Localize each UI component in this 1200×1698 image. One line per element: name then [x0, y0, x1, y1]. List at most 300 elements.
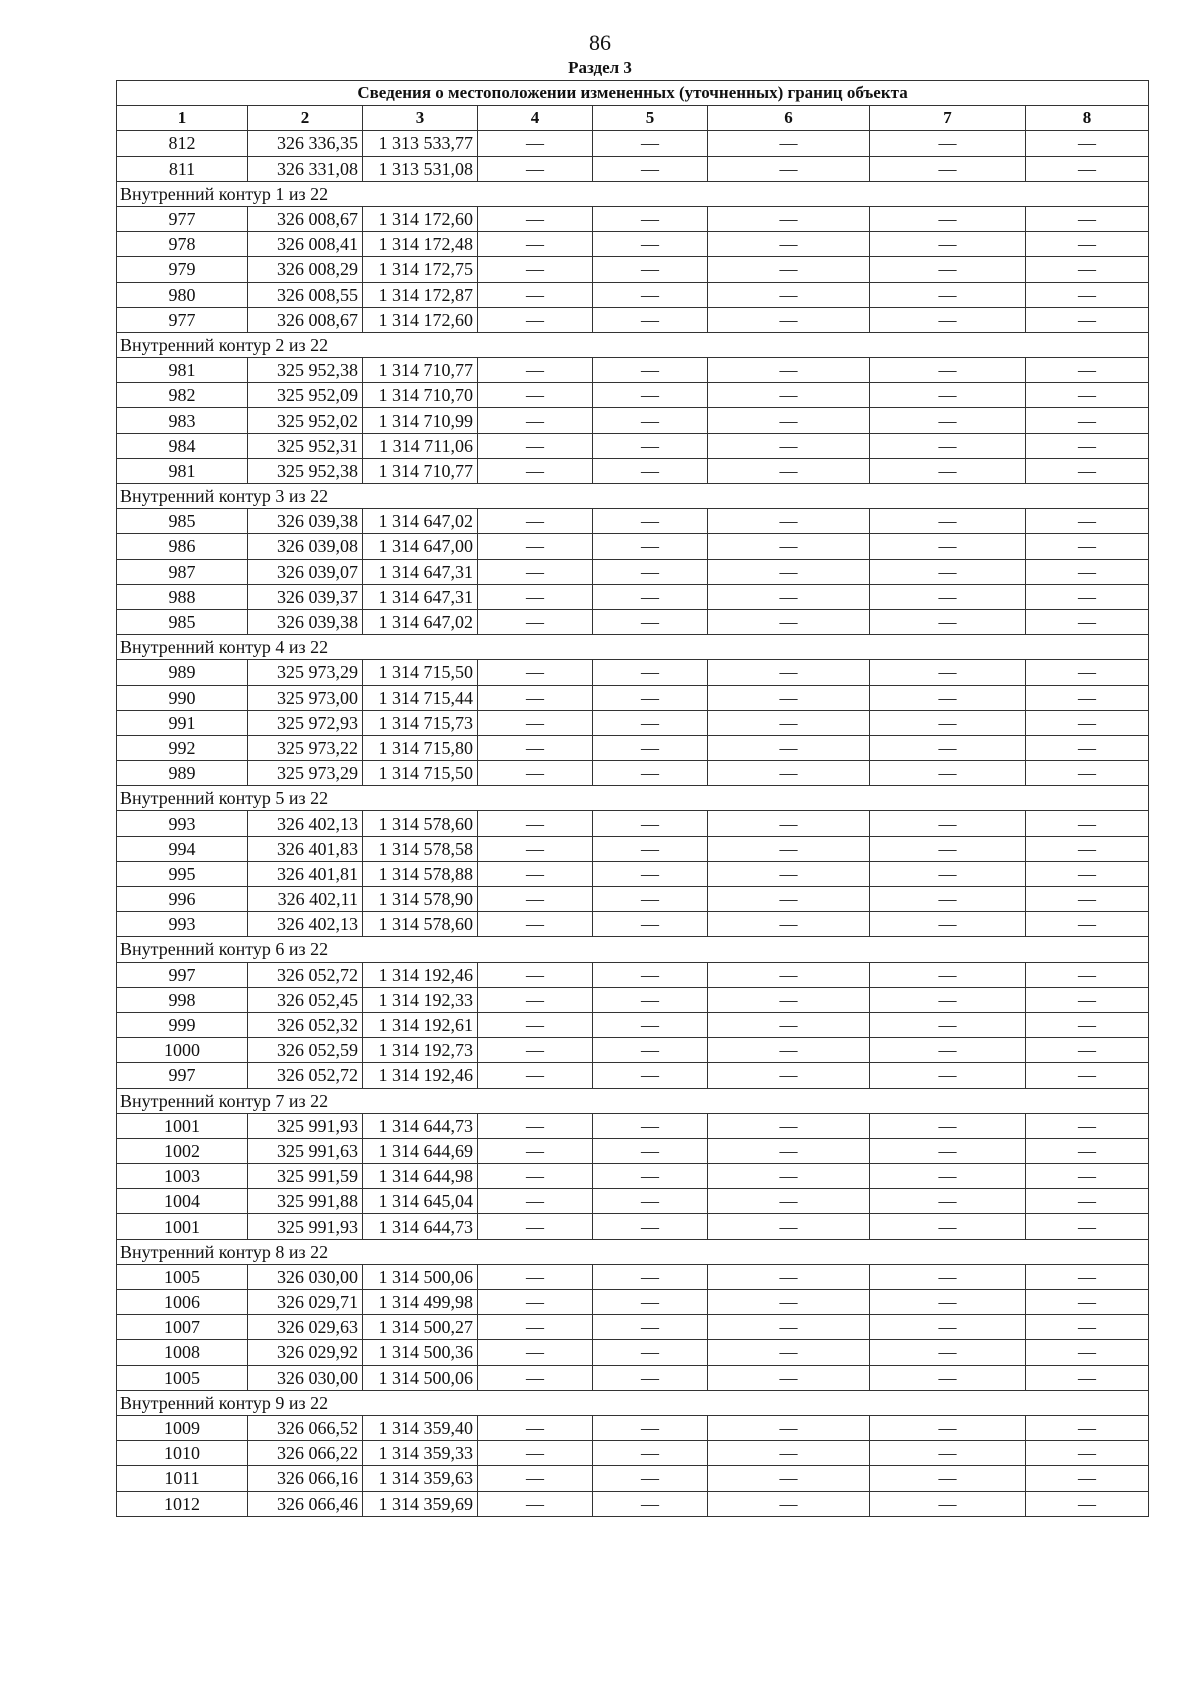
- point-number-cell: 985: [117, 509, 248, 534]
- empty-value-cell-col6: —: [708, 1012, 870, 1037]
- empty-value-cell-col8: —: [1026, 1012, 1149, 1037]
- empty-value-cell-col7: —: [870, 1290, 1026, 1315]
- y-coordinate-cell: 1 314 645,04: [363, 1189, 478, 1214]
- x-coordinate-cell: 326 066,52: [248, 1415, 363, 1440]
- empty-value-cell-col7: —: [870, 433, 1026, 458]
- point-number-cell: 1004: [117, 1189, 248, 1214]
- table-row: [117, 1340, 1149, 1365]
- point-number-cell: 977: [117, 206, 248, 231]
- point-number-cell: 986: [117, 534, 248, 559]
- empty-value-cell-col7: —: [870, 1113, 1026, 1138]
- empty-value-cell-col4: —: [478, 660, 593, 685]
- x-coordinate-cell: 325 991,59: [248, 1164, 363, 1189]
- empty-value-cell-col8: —: [1026, 156, 1149, 181]
- point-number-cell: 995: [117, 861, 248, 886]
- empty-value-cell-col8: —: [1026, 861, 1149, 886]
- y-coordinate-cell: 1 314 710,99: [363, 408, 478, 433]
- table-row: [117, 685, 1149, 710]
- empty-value-cell-col4: —: [478, 811, 593, 836]
- page-number: 86: [589, 30, 611, 55]
- empty-value-cell-col5: —: [593, 307, 708, 332]
- table-row: [117, 282, 1149, 307]
- y-coordinate-cell: 1 314 192,61: [363, 1012, 478, 1037]
- x-coordinate-cell: 326 030,00: [248, 1365, 363, 1390]
- empty-value-cell-col7: —: [870, 609, 1026, 634]
- empty-value-cell-col4: —: [478, 509, 593, 534]
- contour-header-row: [117, 937, 1149, 962]
- empty-value-cell-col7: —: [870, 408, 1026, 433]
- y-coordinate-cell: 1 314 647,31: [363, 559, 478, 584]
- empty-value-cell-col5: —: [593, 987, 708, 1012]
- empty-value-cell-col7: —: [870, 685, 1026, 710]
- contour-label: Внутренний контур 7 из 22: [117, 1088, 1149, 1113]
- empty-value-cell-col7: —: [870, 383, 1026, 408]
- x-coordinate-cell: 326 066,22: [248, 1441, 363, 1466]
- x-coordinate-cell: 326 008,55: [248, 282, 363, 307]
- column-number-row: [117, 106, 1149, 131]
- empty-value-cell-col8: —: [1026, 1415, 1149, 1440]
- x-coordinate-cell: 326 066,16: [248, 1466, 363, 1491]
- y-coordinate-cell: 1 314 647,31: [363, 584, 478, 609]
- empty-value-cell-col8: —: [1026, 458, 1149, 483]
- empty-value-cell-col5: —: [593, 282, 708, 307]
- point-number-cell: 979: [117, 257, 248, 282]
- empty-value-cell-col4: —: [478, 156, 593, 181]
- x-coordinate-cell: 326 052,72: [248, 1063, 363, 1088]
- empty-value-cell-col6: —: [708, 1063, 870, 1088]
- table-row: [117, 609, 1149, 634]
- empty-value-cell-col7: —: [870, 1214, 1026, 1239]
- y-coordinate-cell: 1 314 172,75: [363, 257, 478, 282]
- x-coordinate-cell: 325 972,93: [248, 710, 363, 735]
- empty-value-cell-col7: —: [870, 307, 1026, 332]
- point-number-cell: 811: [117, 156, 248, 181]
- empty-value-cell-col5: —: [593, 1012, 708, 1037]
- table-row: [117, 1491, 1149, 1516]
- empty-value-cell-col7: —: [870, 156, 1026, 181]
- empty-value-cell-col7: —: [870, 962, 1026, 987]
- empty-value-cell-col6: —: [708, 257, 870, 282]
- y-coordinate-cell: 1 314 499,98: [363, 1290, 478, 1315]
- table-row: [117, 1113, 1149, 1138]
- y-coordinate-cell: 1 313 531,08: [363, 156, 478, 181]
- point-number-cell: 991: [117, 710, 248, 735]
- empty-value-cell-col4: —: [478, 1012, 593, 1037]
- x-coordinate-cell: 326 008,29: [248, 257, 363, 282]
- empty-value-cell-col8: —: [1026, 962, 1149, 987]
- empty-value-cell-col4: —: [478, 1214, 593, 1239]
- empty-value-cell-col7: —: [870, 1315, 1026, 1340]
- empty-value-cell-col6: —: [708, 1315, 870, 1340]
- empty-value-cell-col5: —: [593, 1315, 708, 1340]
- table-row: [117, 1063, 1149, 1088]
- y-coordinate-cell: 1 314 172,48: [363, 232, 478, 257]
- empty-value-cell-col6: —: [708, 836, 870, 861]
- x-coordinate-cell: 326 030,00: [248, 1264, 363, 1289]
- empty-value-cell-col4: —: [478, 685, 593, 710]
- empty-value-cell-col7: —: [870, 710, 1026, 735]
- empty-value-cell-col8: —: [1026, 282, 1149, 307]
- empty-value-cell-col8: —: [1026, 609, 1149, 634]
- empty-value-cell-col5: —: [593, 433, 708, 458]
- empty-value-cell-col8: —: [1026, 1491, 1149, 1516]
- point-number-cell: 980: [117, 282, 248, 307]
- point-number-cell: 1012: [117, 1491, 248, 1516]
- y-coordinate-cell: 1 314 710,70: [363, 383, 478, 408]
- empty-value-cell-col5: —: [593, 1365, 708, 1390]
- point-number-cell: 982: [117, 383, 248, 408]
- empty-value-cell-col7: —: [870, 232, 1026, 257]
- empty-value-cell-col6: —: [708, 282, 870, 307]
- y-coordinate-cell: 1 314 578,58: [363, 836, 478, 861]
- empty-value-cell-col6: —: [708, 383, 870, 408]
- empty-value-cell-col8: —: [1026, 1164, 1149, 1189]
- empty-value-cell-col6: —: [708, 408, 870, 433]
- x-coordinate-cell: 326 039,07: [248, 559, 363, 584]
- column-number-4: 4: [478, 106, 593, 131]
- table-row: [117, 912, 1149, 937]
- contour-label: Внутренний контур 3 из 22: [117, 484, 1149, 509]
- table-row: [117, 1315, 1149, 1340]
- empty-value-cell-col7: —: [870, 1038, 1026, 1063]
- empty-value-cell-col7: —: [870, 1063, 1026, 1088]
- empty-value-cell-col6: —: [708, 433, 870, 458]
- empty-value-cell-col6: —: [708, 912, 870, 937]
- point-number-cell: 812: [117, 131, 248, 156]
- point-number-cell: 1009: [117, 1415, 248, 1440]
- empty-value-cell-col6: —: [708, 458, 870, 483]
- empty-value-cell-col6: —: [708, 1466, 870, 1491]
- table-row: [117, 383, 1149, 408]
- empty-value-cell-col4: —: [478, 1164, 593, 1189]
- x-coordinate-cell: 326 401,81: [248, 861, 363, 886]
- empty-value-cell-col8: —: [1026, 358, 1149, 383]
- x-coordinate-cell: 326 008,67: [248, 307, 363, 332]
- empty-value-cell-col6: —: [708, 1038, 870, 1063]
- point-number-cell: 993: [117, 912, 248, 937]
- y-coordinate-cell: 1 314 359,63: [363, 1466, 478, 1491]
- empty-value-cell-col6: —: [708, 887, 870, 912]
- column-number-6: 6: [708, 106, 870, 131]
- x-coordinate-cell: 325 991,93: [248, 1113, 363, 1138]
- point-number-cell: 985: [117, 609, 248, 634]
- empty-value-cell-col7: —: [870, 811, 1026, 836]
- empty-value-cell-col5: —: [593, 1038, 708, 1063]
- point-number-cell: 1011: [117, 1466, 248, 1491]
- x-coordinate-cell: 326 029,71: [248, 1290, 363, 1315]
- empty-value-cell-col7: —: [870, 1441, 1026, 1466]
- empty-value-cell-col4: —: [478, 836, 593, 861]
- table-row: [117, 987, 1149, 1012]
- empty-value-cell-col8: —: [1026, 559, 1149, 584]
- empty-value-cell-col4: —: [478, 358, 593, 383]
- empty-value-cell-col4: —: [478, 1415, 593, 1440]
- y-coordinate-cell: 1 314 647,02: [363, 609, 478, 634]
- table-row: [117, 232, 1149, 257]
- empty-value-cell-col7: —: [870, 1189, 1026, 1214]
- table-row: [117, 206, 1149, 231]
- empty-value-cell-col7: —: [870, 1264, 1026, 1289]
- empty-value-cell-col7: —: [870, 1340, 1026, 1365]
- empty-value-cell-col5: —: [593, 1466, 708, 1491]
- empty-value-cell-col6: —: [708, 1491, 870, 1516]
- point-number-cell: 997: [117, 1063, 248, 1088]
- empty-value-cell-col8: —: [1026, 1038, 1149, 1063]
- empty-value-cell-col5: —: [593, 861, 708, 886]
- empty-value-cell-col5: —: [593, 962, 708, 987]
- empty-value-cell-col4: —: [478, 257, 593, 282]
- empty-value-cell-col4: —: [478, 1063, 593, 1088]
- x-coordinate-cell: 326 402,11: [248, 887, 363, 912]
- point-number-cell: 994: [117, 836, 248, 861]
- table-row: [117, 458, 1149, 483]
- empty-value-cell-col4: —: [478, 282, 593, 307]
- empty-value-cell-col7: —: [870, 584, 1026, 609]
- empty-value-cell-col4: —: [478, 1315, 593, 1340]
- empty-value-cell-col6: —: [708, 1189, 870, 1214]
- y-coordinate-cell: 1 313 533,77: [363, 131, 478, 156]
- empty-value-cell-col7: —: [870, 861, 1026, 886]
- table-row: [117, 710, 1149, 735]
- empty-value-cell-col6: —: [708, 861, 870, 886]
- empty-value-cell-col4: —: [478, 1441, 593, 1466]
- empty-value-cell-col4: —: [478, 861, 593, 886]
- empty-value-cell-col5: —: [593, 710, 708, 735]
- table-row: [117, 1466, 1149, 1491]
- empty-value-cell-col8: —: [1026, 912, 1149, 937]
- x-coordinate-cell: 326 066,46: [248, 1491, 363, 1516]
- x-coordinate-cell: 326 039,37: [248, 584, 363, 609]
- table-row: [117, 811, 1149, 836]
- empty-value-cell-col4: —: [478, 206, 593, 231]
- empty-value-cell-col6: —: [708, 1290, 870, 1315]
- point-number-cell: 987: [117, 559, 248, 584]
- empty-value-cell-col4: —: [478, 1189, 593, 1214]
- empty-value-cell-col8: —: [1026, 1214, 1149, 1239]
- empty-value-cell-col4: —: [478, 1290, 593, 1315]
- x-coordinate-cell: 325 991,63: [248, 1138, 363, 1163]
- empty-value-cell-col8: —: [1026, 232, 1149, 257]
- x-coordinate-cell: 326 336,35: [248, 131, 363, 156]
- table-row: [117, 559, 1149, 584]
- empty-value-cell-col7: —: [870, 735, 1026, 760]
- contour-header-row: [117, 1390, 1149, 1415]
- x-coordinate-cell: 326 052,72: [248, 962, 363, 987]
- empty-value-cell-col7: —: [870, 282, 1026, 307]
- point-number-cell: 981: [117, 458, 248, 483]
- empty-value-cell-col5: —: [593, 584, 708, 609]
- table-body: [117, 131, 1149, 1516]
- empty-value-cell-col6: —: [708, 1264, 870, 1289]
- table-row: [117, 257, 1149, 282]
- x-coordinate-cell: 326 052,45: [248, 987, 363, 1012]
- empty-value-cell-col6: —: [708, 131, 870, 156]
- empty-value-cell-col4: —: [478, 1138, 593, 1163]
- table-row: [117, 861, 1149, 886]
- empty-value-cell-col8: —: [1026, 1466, 1149, 1491]
- contour-label: Внутренний контур 9 из 22: [117, 1390, 1149, 1415]
- empty-value-cell-col5: —: [593, 1491, 708, 1516]
- y-coordinate-cell: 1 314 715,50: [363, 761, 478, 786]
- x-coordinate-cell: 326 039,38: [248, 609, 363, 634]
- column-number-1: 1: [117, 106, 248, 131]
- empty-value-cell-col8: —: [1026, 987, 1149, 1012]
- table-row: [117, 1415, 1149, 1440]
- x-coordinate-cell: 325 952,02: [248, 408, 363, 433]
- contour-label: Внутренний контур 4 из 22: [117, 635, 1149, 660]
- empty-value-cell-col7: —: [870, 660, 1026, 685]
- table-row: [117, 509, 1149, 534]
- empty-value-cell-col6: —: [708, 811, 870, 836]
- y-coordinate-cell: 1 314 192,46: [363, 962, 478, 987]
- y-coordinate-cell: 1 314 500,06: [363, 1365, 478, 1390]
- empty-value-cell-col4: —: [478, 1113, 593, 1138]
- empty-value-cell-col4: —: [478, 408, 593, 433]
- y-coordinate-cell: 1 314 710,77: [363, 458, 478, 483]
- point-number-cell: 1000: [117, 1038, 248, 1063]
- empty-value-cell-col7: —: [870, 206, 1026, 231]
- contour-header-row: [117, 786, 1149, 811]
- y-coordinate-cell: 1 314 578,88: [363, 861, 478, 886]
- y-coordinate-cell: 1 314 644,73: [363, 1214, 478, 1239]
- empty-value-cell-col8: —: [1026, 433, 1149, 458]
- contour-label: Внутренний контур 6 из 22: [117, 937, 1149, 962]
- table-row: [117, 358, 1149, 383]
- empty-value-cell-col5: —: [593, 1164, 708, 1189]
- table-caption-row: [117, 81, 1149, 106]
- empty-value-cell-col5: —: [593, 206, 708, 231]
- column-number-2: 2: [248, 106, 363, 131]
- empty-value-cell-col4: —: [478, 1491, 593, 1516]
- y-coordinate-cell: 1 314 172,87: [363, 282, 478, 307]
- y-coordinate-cell: 1 314 192,46: [363, 1063, 478, 1088]
- table-row: [117, 584, 1149, 609]
- empty-value-cell-col8: —: [1026, 408, 1149, 433]
- empty-value-cell-col8: —: [1026, 887, 1149, 912]
- empty-value-cell-col6: —: [708, 1113, 870, 1138]
- empty-value-cell-col6: —: [708, 307, 870, 332]
- empty-value-cell-col5: —: [593, 1138, 708, 1163]
- empty-value-cell-col6: —: [708, 156, 870, 181]
- y-coordinate-cell: 1 314 644,98: [363, 1164, 478, 1189]
- point-number-cell: 1006: [117, 1290, 248, 1315]
- table-row: [117, 307, 1149, 332]
- empty-value-cell-col4: —: [478, 735, 593, 760]
- table-row: [117, 1441, 1149, 1466]
- point-number-cell: 1005: [117, 1264, 248, 1289]
- y-coordinate-cell: 1 314 359,40: [363, 1415, 478, 1440]
- empty-value-cell-col8: —: [1026, 1315, 1149, 1340]
- empty-value-cell-col4: —: [478, 1340, 593, 1365]
- table-caption: Сведения о местоположении измененных (уточненных) границ объекта: [117, 81, 1149, 106]
- table-row: [117, 433, 1149, 458]
- empty-value-cell-col7: —: [870, 534, 1026, 559]
- table-row: [117, 735, 1149, 760]
- empty-value-cell-col7: —: [870, 761, 1026, 786]
- y-coordinate-cell: 1 314 578,60: [363, 912, 478, 937]
- empty-value-cell-col8: —: [1026, 1138, 1149, 1163]
- x-coordinate-cell: 326 052,32: [248, 1012, 363, 1037]
- point-number-cell: 997: [117, 962, 248, 987]
- empty-value-cell-col5: —: [593, 358, 708, 383]
- empty-value-cell-col6: —: [708, 987, 870, 1012]
- empty-value-cell-col7: —: [870, 1365, 1026, 1390]
- table-row: [117, 962, 1149, 987]
- empty-value-cell-col4: —: [478, 710, 593, 735]
- empty-value-cell-col8: —: [1026, 710, 1149, 735]
- y-coordinate-cell: 1 314 500,06: [363, 1264, 478, 1289]
- point-number-cell: 989: [117, 660, 248, 685]
- empty-value-cell-col8: —: [1026, 761, 1149, 786]
- y-coordinate-cell: 1 314 500,27: [363, 1315, 478, 1340]
- coordinates-table: [116, 80, 1149, 1517]
- empty-value-cell-col7: —: [870, 1466, 1026, 1491]
- table-row: [117, 836, 1149, 861]
- contour-label: Внутренний контур 8 из 22: [117, 1239, 1149, 1264]
- empty-value-cell-col8: —: [1026, 131, 1149, 156]
- x-coordinate-cell: 325 991,88: [248, 1189, 363, 1214]
- x-coordinate-cell: 326 039,38: [248, 509, 363, 534]
- point-number-cell: 1005: [117, 1365, 248, 1390]
- empty-value-cell-col7: —: [870, 358, 1026, 383]
- x-coordinate-cell: 325 973,00: [248, 685, 363, 710]
- empty-value-cell-col5: —: [593, 1290, 708, 1315]
- empty-value-cell-col8: —: [1026, 1290, 1149, 1315]
- x-coordinate-cell: 326 331,08: [248, 156, 363, 181]
- empty-value-cell-col5: —: [593, 559, 708, 584]
- empty-value-cell-col8: —: [1026, 1441, 1149, 1466]
- empty-value-cell-col6: —: [708, 534, 870, 559]
- point-number-cell: 978: [117, 232, 248, 257]
- empty-value-cell-col4: —: [478, 1038, 593, 1063]
- x-coordinate-cell: 325 973,29: [248, 761, 363, 786]
- y-coordinate-cell: 1 314 715,73: [363, 710, 478, 735]
- point-number-cell: 977: [117, 307, 248, 332]
- contour-header-row: [117, 1088, 1149, 1113]
- point-number-cell: 1001: [117, 1113, 248, 1138]
- y-coordinate-cell: 1 314 172,60: [363, 307, 478, 332]
- empty-value-cell-col6: —: [708, 1138, 870, 1163]
- contour-label: Внутренний контур 5 из 22: [117, 786, 1149, 811]
- empty-value-cell-col4: —: [478, 232, 593, 257]
- table-row: [117, 1012, 1149, 1037]
- point-number-cell: 983: [117, 408, 248, 433]
- empty-value-cell-col6: —: [708, 559, 870, 584]
- empty-value-cell-col4: —: [478, 584, 593, 609]
- empty-value-cell-col7: —: [870, 987, 1026, 1012]
- contour-label: Внутренний контур 2 из 22: [117, 332, 1149, 357]
- empty-value-cell-col5: —: [593, 1441, 708, 1466]
- point-number-cell: 984: [117, 433, 248, 458]
- y-coordinate-cell: 1 314 578,60: [363, 811, 478, 836]
- y-coordinate-cell: 1 314 359,69: [363, 1491, 478, 1516]
- y-coordinate-cell: 1 314 644,73: [363, 1113, 478, 1138]
- empty-value-cell-col7: —: [870, 1012, 1026, 1037]
- empty-value-cell-col5: —: [593, 257, 708, 282]
- x-coordinate-cell: 325 952,09: [248, 383, 363, 408]
- empty-value-cell-col7: —: [870, 1164, 1026, 1189]
- empty-value-cell-col6: —: [708, 685, 870, 710]
- point-number-cell: 999: [117, 1012, 248, 1037]
- x-coordinate-cell: 326 401,83: [248, 836, 363, 861]
- empty-value-cell-col4: —: [478, 383, 593, 408]
- empty-value-cell-col5: —: [593, 131, 708, 156]
- table-row: [117, 1214, 1149, 1239]
- empty-value-cell-col8: —: [1026, 1113, 1149, 1138]
- x-coordinate-cell: 325 952,38: [248, 358, 363, 383]
- y-coordinate-cell: 1 314 647,00: [363, 534, 478, 559]
- empty-value-cell-col8: —: [1026, 1365, 1149, 1390]
